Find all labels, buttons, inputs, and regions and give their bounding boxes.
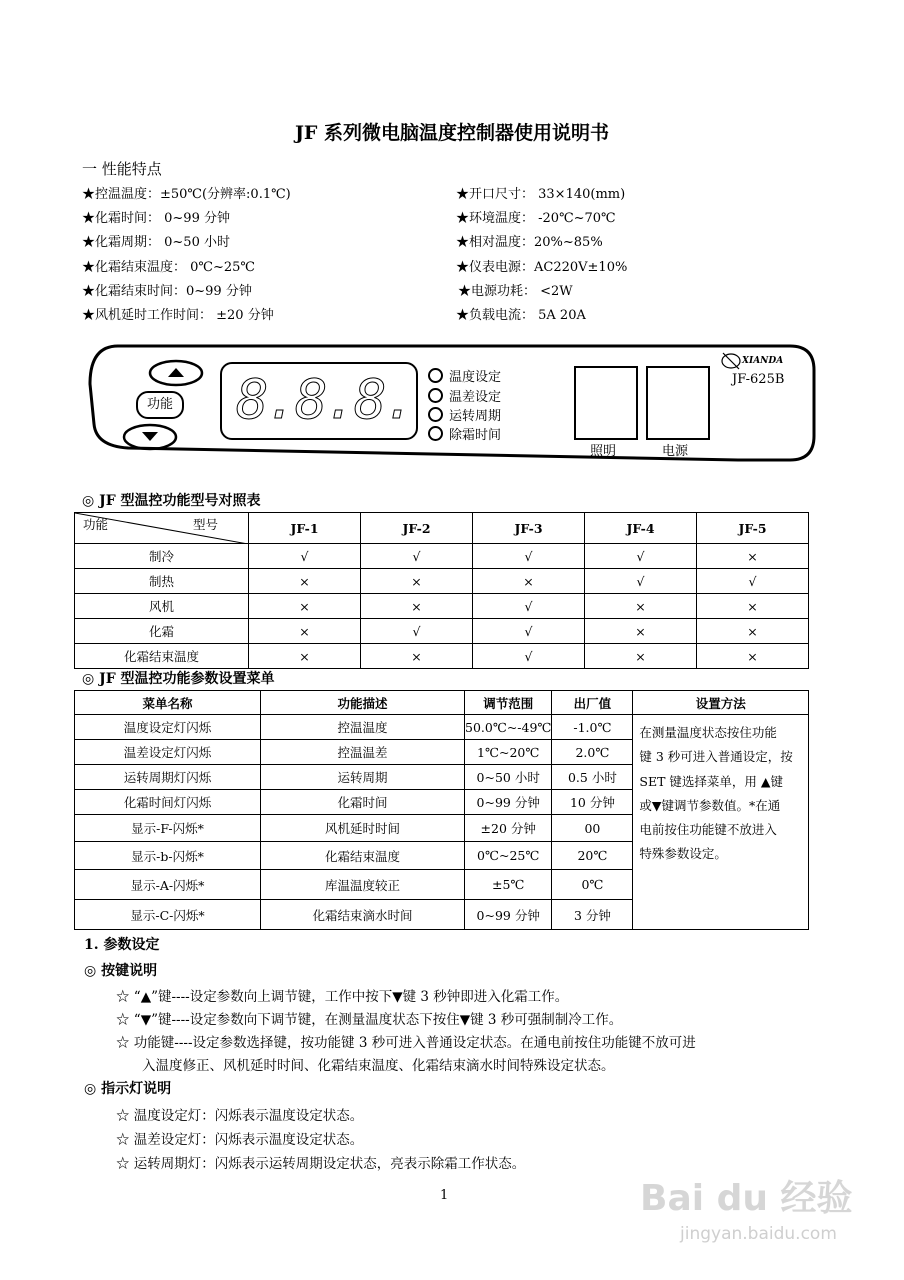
table-row bbox=[75, 569, 809, 594]
method-line: 键 3 秒可进入普通设定，按 bbox=[639, 749, 793, 765]
table-cell: √ bbox=[361, 619, 473, 644]
table-cell: 1℃~20℃ bbox=[465, 740, 552, 765]
corner-label-model: 型号 bbox=[193, 517, 219, 532]
table-header: 功能描述 bbox=[261, 691, 465, 715]
lamp-desc-item: ☆ 温度设定灯：闪烁表示温度设定状态。 bbox=[116, 1108, 364, 1124]
table2-heading: ◎ JF 型温控功能参数设置菜单 bbox=[82, 671, 275, 687]
table-cell: √ bbox=[361, 544, 473, 569]
table-cell: √ bbox=[585, 544, 697, 569]
table-cell: 2.0℃ bbox=[552, 740, 633, 765]
table-cell: 运转周期 bbox=[261, 765, 465, 790]
corner-label-function: 功能 bbox=[83, 517, 109, 532]
spec-item: ★化霜结束温度： 0℃~25℃ bbox=[82, 260, 255, 275]
spec-item: ★化霜周期： 0~50 小时 bbox=[82, 235, 230, 250]
table-cell: 风机延时时间 bbox=[261, 815, 465, 842]
indicator-cycle: 运转周期 bbox=[428, 405, 501, 424]
table-cell: 控温温差 bbox=[261, 740, 465, 765]
controller-panel bbox=[88, 344, 818, 464]
table-cell: 0~99 分钟 bbox=[465, 790, 552, 815]
lamp-desc-item: ☆ 温差设定灯：闪烁表示温度设定状态。 bbox=[116, 1132, 364, 1148]
table-cell: × bbox=[697, 644, 809, 669]
key-desc-item: ☆ “▼”键----设定参数向下调节键，在测量温度状态下按住▼键 3 秒可强制制冷工作。 bbox=[116, 1012, 623, 1028]
spec-item: ★化霜结束时间：0~99 分钟 bbox=[82, 284, 252, 299]
table1-heading: ◎ JF 型温控功能型号对照表 bbox=[82, 493, 261, 509]
key-desc-item: ☆ “▲”键----设定参数向上调节键，工作中按下▼键 3 秒钟即进入化霜工作。 bbox=[116, 989, 569, 1005]
indicator-diff-set: 温差设定 bbox=[428, 386, 501, 405]
spec-item: ★开口尺寸： 33×140(mm) bbox=[456, 187, 626, 202]
row-label: 化霜结束温度 bbox=[75, 644, 249, 669]
spec-item: ★相对温度：20%~85% bbox=[456, 235, 603, 250]
table-cell: × bbox=[697, 619, 809, 644]
table-cell: 控温温度 bbox=[261, 715, 465, 740]
indicator-lamp-icon bbox=[428, 368, 443, 383]
model-header: JF-4 bbox=[585, 513, 697, 544]
brand-logo-icon bbox=[720, 350, 742, 372]
watermark-logo: Bai du 经验 bbox=[640, 1178, 853, 1219]
table-row bbox=[75, 619, 809, 644]
indicator-lamp-icon bbox=[428, 407, 443, 422]
spec-item: ★控温温度：±50℃(分辨率:0.1℃) bbox=[82, 187, 291, 202]
table-cell: √ bbox=[473, 544, 585, 569]
key-desc-item: ☆ 功能键----设定参数选择键，按功能键 3 秒可进入普通设定状态。在通电前按住功能键不放可进 bbox=[116, 1035, 696, 1051]
watermark-url: jingyan.baidu.com bbox=[680, 1224, 837, 1244]
led-display bbox=[220, 362, 418, 440]
table-cell: × bbox=[361, 569, 473, 594]
indicator-temp-set: 温度设定 bbox=[428, 366, 501, 385]
param-setting-heading: 1. 参数设定 bbox=[84, 937, 160, 953]
method-line: 特殊参数设定。 bbox=[639, 846, 727, 862]
key-desc-heading: ◎ 按键说明 bbox=[84, 963, 158, 979]
table-cell: 0℃~25℃ bbox=[465, 842, 552, 870]
model-header: JF-3 bbox=[473, 513, 585, 544]
table-cell: 温差设定灯闪烁 bbox=[75, 740, 261, 765]
function-button[interactable]: 功能 bbox=[136, 391, 184, 419]
setting-method-cell bbox=[633, 715, 809, 930]
table-cell: √ bbox=[249, 544, 361, 569]
table-cell: × bbox=[249, 569, 361, 594]
table-row bbox=[75, 544, 809, 569]
table-cell: 显示-A-闪烁* bbox=[75, 870, 261, 900]
table-cell: 0.5 小时 bbox=[552, 765, 633, 790]
table-cell: × bbox=[585, 644, 697, 669]
method-line: SET 键选择菜单，用 ▲键 bbox=[639, 773, 783, 789]
indicator-lamp-icon bbox=[428, 426, 443, 441]
section-heading-features: 一 性能特点 bbox=[82, 160, 162, 178]
table-header: 设置方法 bbox=[633, 691, 809, 715]
table-cell: × bbox=[585, 619, 697, 644]
parameter-menu-table bbox=[74, 690, 809, 930]
table-header: 出厂值 bbox=[552, 691, 633, 715]
table-cell: 3 分钟 bbox=[552, 900, 633, 930]
table-cell: √ bbox=[585, 569, 697, 594]
table-cell: 运转周期灯闪烁 bbox=[75, 765, 261, 790]
spec-item: ★化霜时间： 0~99 分钟 bbox=[82, 211, 230, 226]
method-line: 电前按住功能键不放进入 bbox=[639, 822, 777, 838]
table-cell: 0℃ bbox=[552, 870, 633, 900]
table-header: 菜单名称 bbox=[75, 691, 261, 715]
table-cell: 显示-F-闪烁* bbox=[75, 815, 261, 842]
table-cell: √ bbox=[473, 644, 585, 669]
table-cell: 50.0℃~-49℃ bbox=[465, 715, 552, 740]
table-row bbox=[75, 644, 809, 669]
table-cell: × bbox=[697, 594, 809, 619]
light-switch[interactable] bbox=[574, 366, 638, 440]
document-title: JF 系列微电脑温度控制器使用说明书 bbox=[294, 122, 610, 144]
row-label: 制冷 bbox=[75, 544, 249, 569]
table-cell: × bbox=[473, 569, 585, 594]
table-cell: × bbox=[249, 644, 361, 669]
table-row bbox=[75, 715, 809, 740]
table-cell: 0~99 分钟 bbox=[465, 900, 552, 930]
model-header: JF-5 bbox=[697, 513, 809, 544]
table-cell: 温度设定灯闪烁 bbox=[75, 715, 261, 740]
light-switch-label: 照明 bbox=[590, 444, 617, 459]
table-cell: 显示-b-闪烁* bbox=[75, 842, 261, 870]
model-header: JF-2 bbox=[361, 513, 473, 544]
table-cell: × bbox=[361, 594, 473, 619]
model-header: JF-1 bbox=[249, 513, 361, 544]
up-button[interactable] bbox=[146, 356, 206, 390]
table-cell: 化霜结束温度 bbox=[261, 842, 465, 870]
table-row bbox=[75, 594, 809, 619]
table-cell: × bbox=[249, 594, 361, 619]
table-cell: 显示-C-闪烁* bbox=[75, 900, 261, 930]
table-cell: 化霜结束滴水时间 bbox=[261, 900, 465, 930]
brand-name: XIANDA bbox=[742, 356, 784, 366]
lamp-desc-item: ☆ 运转周期灯：闪烁表示运转周期设定状态，亮表示除霜工作状态。 bbox=[116, 1156, 526, 1172]
table-cell: -1.0℃ bbox=[552, 715, 633, 740]
led-digits: 8.8.8. bbox=[236, 368, 414, 431]
power-switch-label: 电源 bbox=[662, 444, 689, 459]
table-cell: ±20 分钟 bbox=[465, 815, 552, 842]
table-cell: 化霜时间 bbox=[261, 790, 465, 815]
down-arrow-icon bbox=[142, 432, 158, 441]
up-arrow-icon bbox=[168, 368, 184, 377]
table-cell: 20℃ bbox=[552, 842, 633, 870]
indicator-lamp-icon bbox=[428, 388, 443, 403]
spec-item: ★仪表电源：AC220V±10% bbox=[456, 260, 628, 275]
indicator-defrost: 除霜时间 bbox=[428, 424, 501, 443]
table-cell: 化霜时间灯闪烁 bbox=[75, 790, 261, 815]
table-cell: 00 bbox=[552, 815, 633, 842]
table-cell: × bbox=[361, 644, 473, 669]
table-cell: 库温温度较正 bbox=[261, 870, 465, 900]
row-label: 制热 bbox=[75, 569, 249, 594]
table-header: 调节范围 bbox=[465, 691, 552, 715]
lamp-desc-heading: ◎ 指示灯说明 bbox=[84, 1081, 172, 1097]
table-cell: √ bbox=[473, 594, 585, 619]
spec-item: ★风机延时工作时间： ±20 分钟 bbox=[82, 308, 274, 323]
table-cell: × bbox=[249, 619, 361, 644]
row-label: 化霜 bbox=[75, 619, 249, 644]
model-function-table bbox=[74, 512, 809, 669]
row-label: 风机 bbox=[75, 594, 249, 619]
spec-item: ★电源功耗： <2W bbox=[458, 284, 573, 299]
spec-item: ★负载电流： 5A 20A bbox=[456, 308, 586, 323]
page-number: 1 bbox=[440, 1188, 449, 1203]
model-label: JF-625B bbox=[732, 372, 785, 387]
method-line: 在测量温度状态按住功能 bbox=[639, 725, 777, 740]
table-cell: × bbox=[697, 544, 809, 569]
spec-item: ★环境温度： -20℃~70℃ bbox=[456, 211, 616, 226]
down-button[interactable] bbox=[120, 420, 180, 454]
power-switch[interactable] bbox=[646, 366, 710, 440]
table-corner-cell bbox=[75, 513, 249, 544]
table-cell: 0~50 小时 bbox=[465, 765, 552, 790]
table-cell: √ bbox=[473, 619, 585, 644]
table-cell: √ bbox=[697, 569, 809, 594]
table-cell: ±5℃ bbox=[465, 870, 552, 900]
method-line: 或▼键调节参数值。*在通 bbox=[639, 797, 781, 813]
table-cell: 10 分钟 bbox=[552, 790, 633, 815]
key-desc-item: 入温度修正、风机延时时间、化霜结束温度、化霜结束滴水时间特殊设定状态。 bbox=[142, 1058, 615, 1074]
table-cell: × bbox=[585, 594, 697, 619]
